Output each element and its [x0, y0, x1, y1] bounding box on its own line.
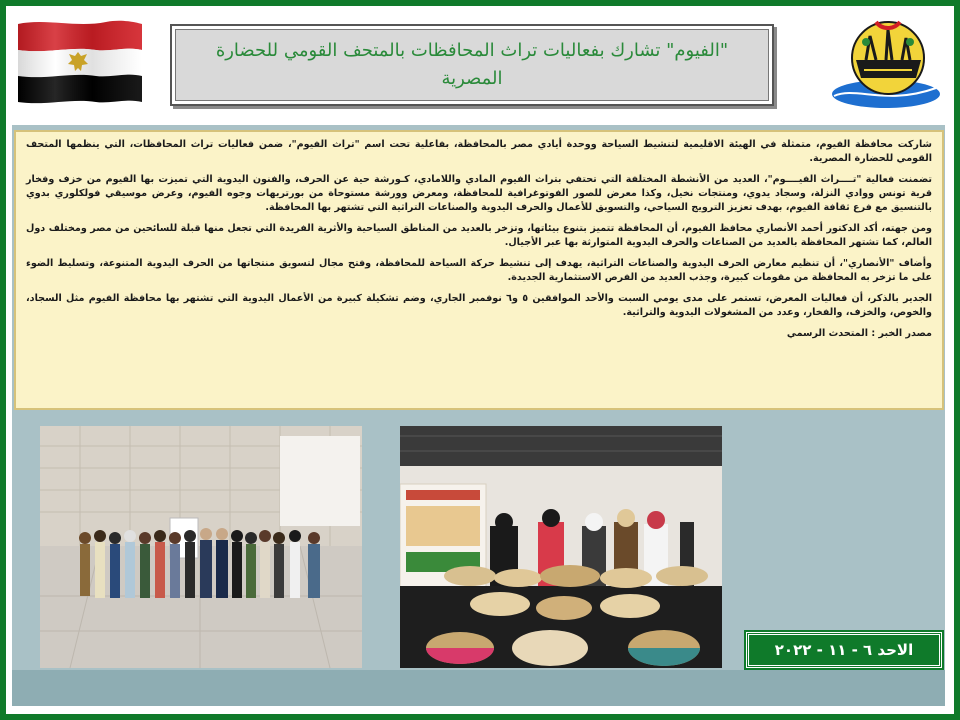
publish-date: الاحد ٦ - ١١ - ٢٠٢٢ [774, 641, 914, 659]
paragraph-1: شاركت محافظة الفيوم، متمثلة في الهيئة الاقليمية لتنشيط السياحة ووحدة أيادي مصر بالمحافظة، بفاعلية تحت اسم "تراث الفيوم"، ضمن فعاليات تراث المحافظات، التي ينظمها المتحف القومي للحضارة المصرية. [26, 139, 932, 164]
news-source: مصدر الخبر : المتحدث الرسمي [786, 328, 932, 339]
paragraph-2: تضمنت فعالية "تــــراث الفيــــوم"، العديد من الأنشطة المختلفة التي تحتفي بتراث الفيوم المادي واللامادي، كـورشة حية عن الحرف، والفنون اليدوية التي تميزت بها الفيوم من خزف وفخار قرية تونس ووادي النزلة، وسجاد يدوي، ومنتجات نخيل، وكذا معرض للصور الفوتوغرافية للمحافظة، ومعرض وورشة مستوحاة من بورتريهات وجوه الفيوم، وعرض موسيقي فولكلوري بدوي بالتنسيق مع فرع ثقافة الفيوم، بهدف تعزيز الترويج السياحي، والتسويق للأعمال والحرف اليدوية والصناعات التراثية التي تشتهر بها المحافظة. [26, 174, 932, 213]
bottom-strip [12, 670, 945, 706]
headline: "الفيوم" تشارك بفعاليات تراث المحافظات بالمتحف القومي للحضارة المصرية [215, 40, 729, 89]
paragraph-3: ومن جهته، أكد الدكتور أحمد الأنصاري محافظ الفيوم، أن المحافظة تتميز بتنوع بيئاتها، وتزخر بالعديد من المناطق السياحية والأثرية الفريدة التي تجعل منها قبلة للسائحين من مصر ومختلف دول العالم، كما تشتهر المحافظة بالعديد من الصناعات والحرف اليدوية المتوارثة بها عبر الأجيال. [26, 223, 932, 248]
group-photo [40, 426, 362, 668]
egypt-flag-image [16, 18, 144, 106]
date-badge [746, 632, 942, 668]
headline-box [170, 24, 774, 106]
article-body [14, 130, 944, 410]
paragraph-4: وأضاف "الأنصاري"، أن تنظيم معارض الحرف اليدوية والصناعات التراثية، يهدف إلى تنشيط حركة السياحة للمحافظة، وفتح مجال لتسويق منتجاتها من الحرف اليدوية المتنوعة، وتسليط الضوء على ما تزخر به المحافظة من مقومات كبيرة، وجذب العديد من الفرص الاستثمارية الجديدة. [26, 258, 932, 283]
fayoum-logo [826, 16, 940, 112]
paragraph-5: الجدير بالذكر، أن فعاليات المعرض، تستمر على مدى يومي السبت والأحد الموافقين ٥ و٦ نوفمبر الجاري، وضم تشكيلة كبيرة من الأعمال اليدوية التي تشتهر بها محافظة الفيوم مثل السجاد، والخوص، والخزف، والفخار، وعدد من المشغولات اليدوية والتراثية. [26, 293, 932, 318]
exhibit-photo [400, 426, 722, 668]
